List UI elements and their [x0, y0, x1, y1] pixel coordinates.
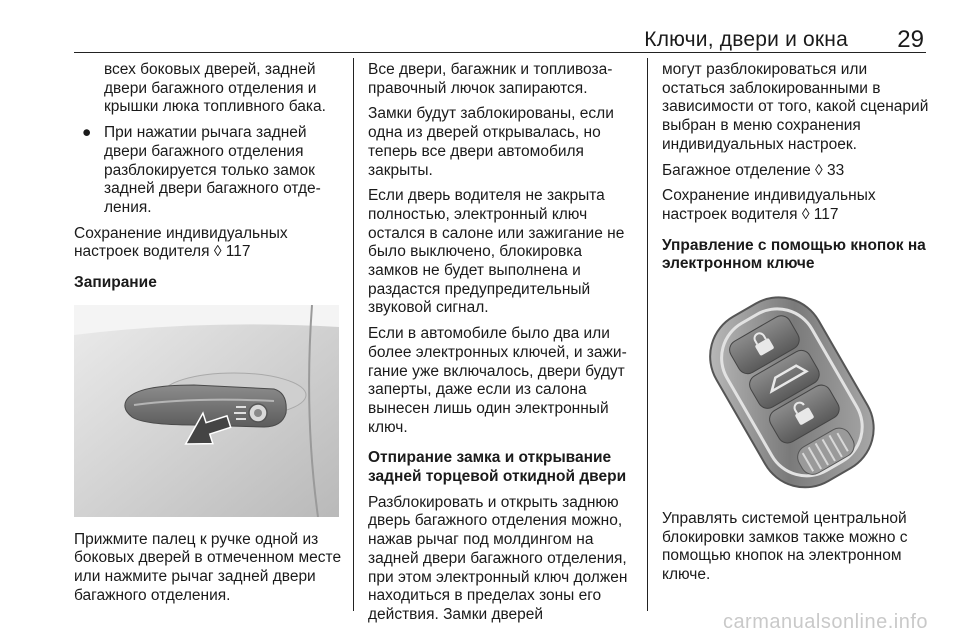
arrow-icon: ◊ — [213, 243, 222, 261]
paragraph: Все двери, багажник и топливозаправочный лючок запираются. — [368, 61, 613, 97]
arrow-icon: ◊ — [815, 161, 823, 179]
column-1 — [74, 61, 342, 613]
bullet-icon: ● — [82, 124, 92, 142]
cross-reference-page: 117 — [813, 205, 839, 223]
paragraph: Разблокировать и открыть заднюю дверь багажного отделения можно, нажав рычаг под молдингом на задней двери багажного отделения, при этом электронный ключ должен находиться в пределах зоны его действия. Замки дверей — [368, 493, 628, 623]
watermark: carmanualsonline.info — [722, 611, 928, 633]
cross-reference[interactable] — [74, 225, 342, 262]
page-header-title: Ключи, двери и окна — [644, 28, 848, 51]
cross-reference-text: Багажное отделение — [662, 161, 811, 179]
header-rule — [74, 52, 926, 53]
paragraph: могут разблокироваться или остаться заблокированными в зависимости от того, какой сценарий выбран в меню сохранения индивидуальных настроек. — [662, 61, 929, 153]
cross-reference-page: 33 — [827, 161, 845, 179]
bullet-item — [74, 124, 342, 218]
cross-reference[interactable] — [662, 162, 930, 181]
column-3 — [662, 61, 930, 592]
cross-reference-page: 117 — [225, 243, 251, 261]
arrow-icon: ◊ — [801, 205, 810, 223]
column-divider — [353, 58, 354, 611]
paragraph: всех боковых дверей, задней двери багажного отделения и крышки люка топливного бака. — [104, 61, 326, 116]
paragraph: Управлять системой центральной блокировки замков также можно с помощью кнопок на электронном ключе. — [662, 510, 908, 584]
cross-reference-text: Сохранение индивидуальных настроек водителя — [662, 187, 876, 223]
paragraph: Если в автомобиле было два или более электронных ключей, и зажигание уже включалось, двери будут заперты, даже если из салона вынесен лишь один электронный ключ. — [368, 325, 627, 436]
section-heading: Запирание — [74, 274, 157, 292]
cross-reference[interactable] — [662, 187, 930, 224]
paragraph: Замки будут заблокированы, если одна из дверей открывалась, но теперь все двери автомобиля закрыты. — [368, 105, 614, 179]
section-heading: Управление с помощью кнопок на электронном ключе — [662, 236, 926, 273]
figure-caption: Прижмите палец к ручке одной из боковых дверей в отмеченном месте или нажмите рычаг задней двери багажного отделения. — [74, 530, 342, 604]
column-divider — [647, 58, 648, 611]
section-heading: Отпирание замка и открывание задней торцевой откидной двери — [368, 449, 627, 486]
paragraph: Если дверь водителя не закрыта полностью, электронный ключ остался в салоне или зажигание не было выключено, блокировка замков не будет выполнена и раздастся предупредительный звуковой сигнал. — [368, 187, 625, 317]
electronic-key-illustration — [662, 284, 927, 496]
column-2 — [368, 61, 636, 632]
page-number: 29 — [897, 26, 924, 53]
door-handle-illustration — [74, 305, 339, 517]
cross-reference-text: Сохранение индивидуальных настроек водителя — [74, 224, 288, 261]
bullet-text: При нажатии рычага задней двери багажного отделения разблокируется только замок задней двери багажного отделения. — [104, 124, 321, 216]
